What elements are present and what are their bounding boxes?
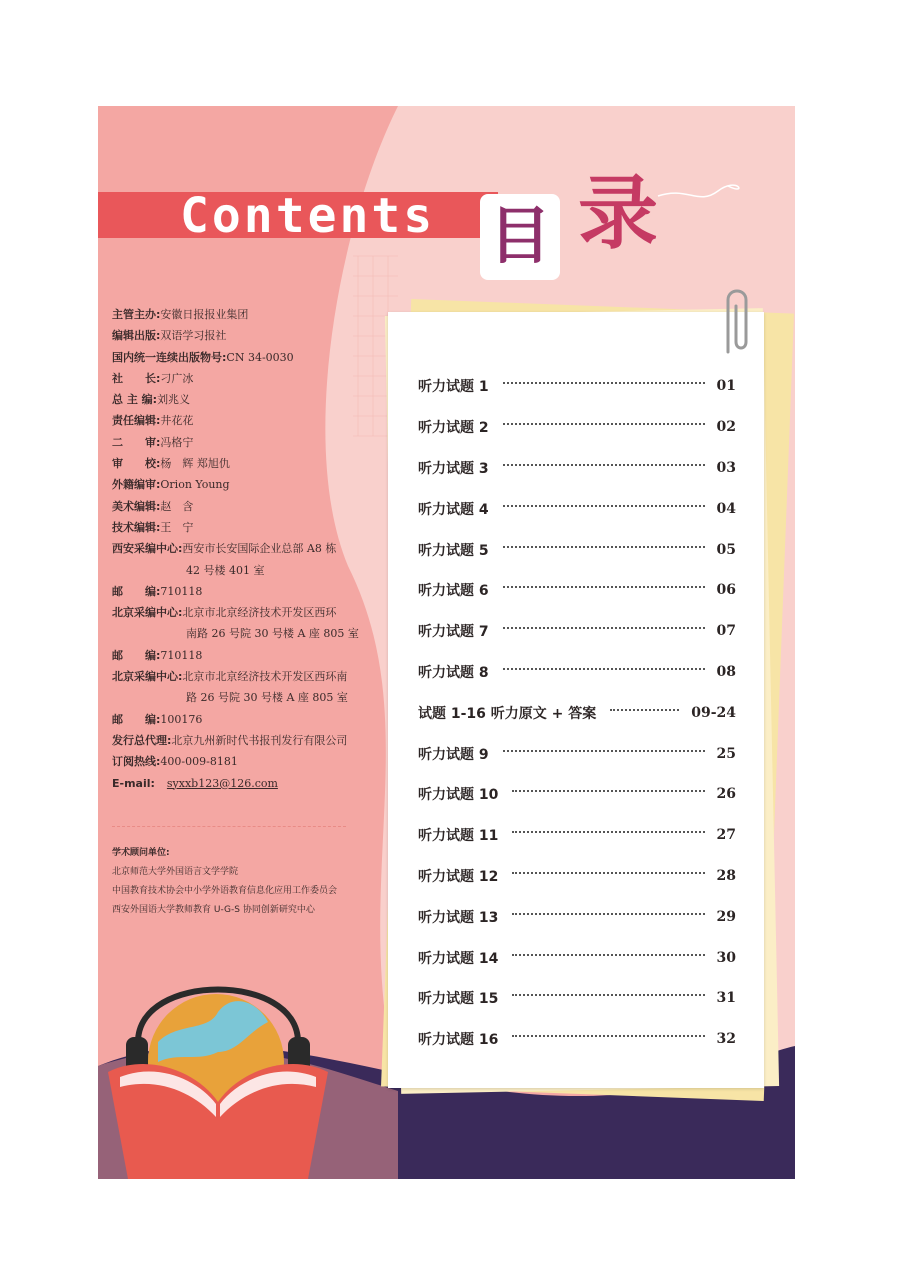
toc-title: 听力试题 16 [418, 1032, 499, 1049]
masthead-row [112, 773, 362, 794]
toc-title: 听力试题 13 [418, 909, 499, 926]
toc-title: 听力试题 10 [418, 787, 499, 804]
masthead-row [112, 304, 362, 325]
advisor-line: 西安外国语大学教师教育 U-G-S 协同创新研究中心 [112, 905, 315, 915]
toc-page-number: 08 [716, 663, 736, 680]
masthead-row [112, 347, 362, 368]
masthead-label: 邮 编: [112, 648, 161, 662]
masthead-info [112, 304, 362, 794]
toc-leader-dots [610, 709, 679, 711]
masthead-value: 刁广冰 [160, 371, 194, 385]
advisor-line: 中国教育技术协会中小学外语教育信息化应用工作委员会 [112, 886, 338, 896]
title-char-mu: 目 [488, 199, 551, 272]
toc-title: 听力试题 3 [418, 460, 489, 477]
toc-page-number: 28 [716, 867, 736, 884]
toc-title: 听力试题 1 [418, 379, 489, 396]
toc-page-number: 26 [716, 786, 736, 803]
masthead-row [112, 687, 362, 708]
masthead-row [112, 389, 362, 410]
toc-title: 听力试题 5 [418, 542, 489, 559]
toc-item[interactable] [418, 366, 736, 407]
toc-title: 听力试题 15 [418, 991, 499, 1008]
masthead-label: 北京采编中心: [112, 606, 183, 620]
cover-page [98, 106, 795, 1179]
masthead-value: CN 34-0030 [226, 350, 294, 364]
toc-leader-dots [503, 505, 705, 507]
toc-title: 听力试题 8 [418, 664, 489, 681]
masthead-value: 安徽日报报业集团 [160, 308, 249, 321]
masthead-row [112, 432, 362, 453]
masthead-label: 技术编辑: [112, 520, 161, 534]
masthead-row [112, 474, 362, 495]
toc-leader-dots [512, 1035, 704, 1037]
toc-item[interactable] [418, 733, 736, 774]
toc-item[interactable] [418, 652, 736, 693]
toc-title: 听力试题 6 [418, 583, 489, 600]
masthead-value: 北京市北京经济技术开发区西环 [182, 606, 337, 620]
paperclip-icon [716, 282, 756, 362]
toc-page-number: 02 [716, 419, 736, 436]
masthead-row [112, 709, 362, 730]
advisor-line: 北京师范大学外国语言文学学院 [112, 867, 239, 877]
toc-page-number: 06 [716, 582, 736, 599]
toc-item[interactable] [418, 488, 736, 529]
toc-title: 听力试题 14 [418, 950, 499, 967]
contents-card [388, 312, 764, 1088]
toc-page-number: 03 [716, 459, 736, 476]
toc-leader-dots [512, 994, 704, 996]
toc-page-number: 09-24 [691, 704, 736, 721]
masthead-row [112, 560, 362, 581]
toc-item[interactable] [418, 692, 736, 733]
masthead-value: Orion Young [160, 478, 230, 492]
toc-title: 听力试题 9 [418, 746, 489, 763]
toc-page-number: 04 [716, 500, 736, 517]
masthead-row [112, 368, 362, 389]
masthead-label: 北京采编中心: [112, 670, 183, 684]
masthead-label: 发行总代理: [112, 733, 172, 747]
masthead-row [112, 496, 362, 517]
toc-leader-dots [512, 790, 704, 792]
divider [112, 826, 346, 827]
masthead-value: 王 宁 [160, 520, 194, 534]
masthead-value: 赵 含 [160, 499, 194, 513]
toc-leader-dots [503, 382, 705, 384]
toc-leader-dots [512, 872, 704, 874]
masthead-value: 杨 辉 郑旭仇 [160, 457, 230, 471]
masthead-label: 主管主办: [112, 308, 161, 321]
toc-item[interactable] [418, 407, 736, 448]
masthead-value: 北京九州新时代书报刊发行有限公司 [171, 733, 348, 747]
toc-title: 听力试题 2 [418, 420, 489, 437]
toc-page-number: 32 [716, 1031, 736, 1048]
masthead-label: 总 主 编: [112, 393, 158, 407]
toc-item[interactable] [418, 978, 736, 1019]
masthead-row [112, 538, 362, 559]
masthead-label: 西安采编中心: [112, 542, 183, 556]
toc-page-number: 29 [716, 908, 736, 925]
toc-item[interactable] [418, 896, 736, 937]
masthead-label: 外籍编审: [112, 478, 161, 492]
toc-leader-dots [512, 913, 704, 915]
masthead-row [112, 645, 362, 666]
masthead-row [112, 730, 362, 751]
toc-title: 听力试题 11 [418, 828, 499, 845]
toc-leader-dots [503, 586, 705, 588]
toc-leader-dots [503, 627, 705, 629]
masthead-value: 100176 [160, 712, 203, 726]
advisors [112, 844, 337, 920]
toc-page-number: 27 [716, 827, 736, 844]
toc-item[interactable] [418, 529, 736, 570]
toc-leader-dots [503, 423, 705, 425]
masthead-label: 二 审: [112, 435, 161, 449]
toc-title: 试题 1-16 听力原文 + 答案 [418, 705, 597, 722]
toc-leader-dots [503, 668, 705, 670]
toc-title: 听力试题 7 [418, 624, 489, 641]
masthead-label: 邮 编: [112, 584, 161, 598]
title-char-lu: 录 [578, 167, 658, 260]
toc-title: 听力试题 4 [418, 501, 489, 518]
masthead-value: 400-009-8181 [160, 755, 238, 769]
toc-page-number: 30 [716, 949, 736, 966]
masthead-value: 刘兆义 [157, 393, 191, 407]
toc-item[interactable] [418, 937, 736, 978]
toc-item[interactable] [418, 448, 736, 489]
masthead-row [112, 581, 362, 602]
toc-item[interactable] [418, 774, 736, 815]
masthead-value: 710118 [160, 584, 203, 598]
masthead-row [112, 666, 362, 687]
toc-item[interactable] [418, 611, 736, 652]
toc-page-number: 05 [716, 541, 736, 558]
masthead-label: 审 校: [112, 457, 161, 471]
toc-page-number: 07 [716, 623, 736, 640]
advisors-heading: 学术顾问单位: [112, 848, 170, 858]
masthead-value: 井花花 [160, 414, 194, 428]
masthead-value: 路 26 号院 30 号楼 A 座 805 室 [186, 691, 348, 705]
masthead-value: 冯格宁 [160, 435, 194, 449]
toc-item[interactable] [418, 856, 736, 897]
masthead-row [112, 623, 362, 644]
toc-page-number: 31 [716, 990, 736, 1007]
masthead-label: 国内统一连续出版物号: [112, 350, 227, 364]
toc-title: 听力试题 12 [418, 868, 499, 885]
masthead-value: 双语学习报社 [160, 329, 227, 343]
masthead-label: 邮 编: [112, 712, 161, 726]
toc-leader-dots [503, 546, 705, 548]
masthead-value: 42 号楼 401 室 [186, 563, 265, 577]
toc-leader-dots [503, 464, 705, 466]
toc-item[interactable] [418, 815, 736, 856]
masthead-label: 订阅热线: [112, 755, 161, 769]
masthead-value: 西安市长安国际企业总部 A8 栋 [182, 542, 337, 556]
masthead-label: 美术编辑: [112, 499, 161, 513]
toc-list [418, 366, 736, 1060]
email-link[interactable]: syxxb123@126.com [166, 776, 278, 790]
toc-page-number: 25 [716, 745, 736, 762]
masthead-label: 编辑出版: [112, 329, 161, 343]
book-globe-illustration [98, 952, 338, 1179]
masthead-row [112, 517, 362, 538]
masthead-value: 710118 [160, 648, 203, 662]
masthead-label: 社 长: [112, 371, 161, 385]
toc-item[interactable] [418, 570, 736, 611]
masthead-value: 南路 26 号院 30 号楼 A 座 805 室 [186, 627, 359, 641]
masthead-row [112, 602, 362, 623]
masthead-row [112, 751, 362, 772]
contents-title: Contents [180, 188, 436, 244]
toc-leader-dots [512, 954, 704, 956]
toc-page-number: 01 [716, 378, 736, 395]
masthead-label: E-mail: [112, 776, 155, 790]
toc-item[interactable] [418, 1019, 736, 1060]
masthead-row [112, 453, 362, 474]
toc-leader-dots [512, 831, 704, 833]
masthead-row [112, 410, 362, 431]
toc-leader-dots [503, 750, 705, 752]
masthead-value: 北京市北京经济技术开发区西环南 [182, 670, 348, 684]
masthead-row [112, 325, 362, 346]
masthead-label: 责任编辑: [112, 414, 161, 428]
